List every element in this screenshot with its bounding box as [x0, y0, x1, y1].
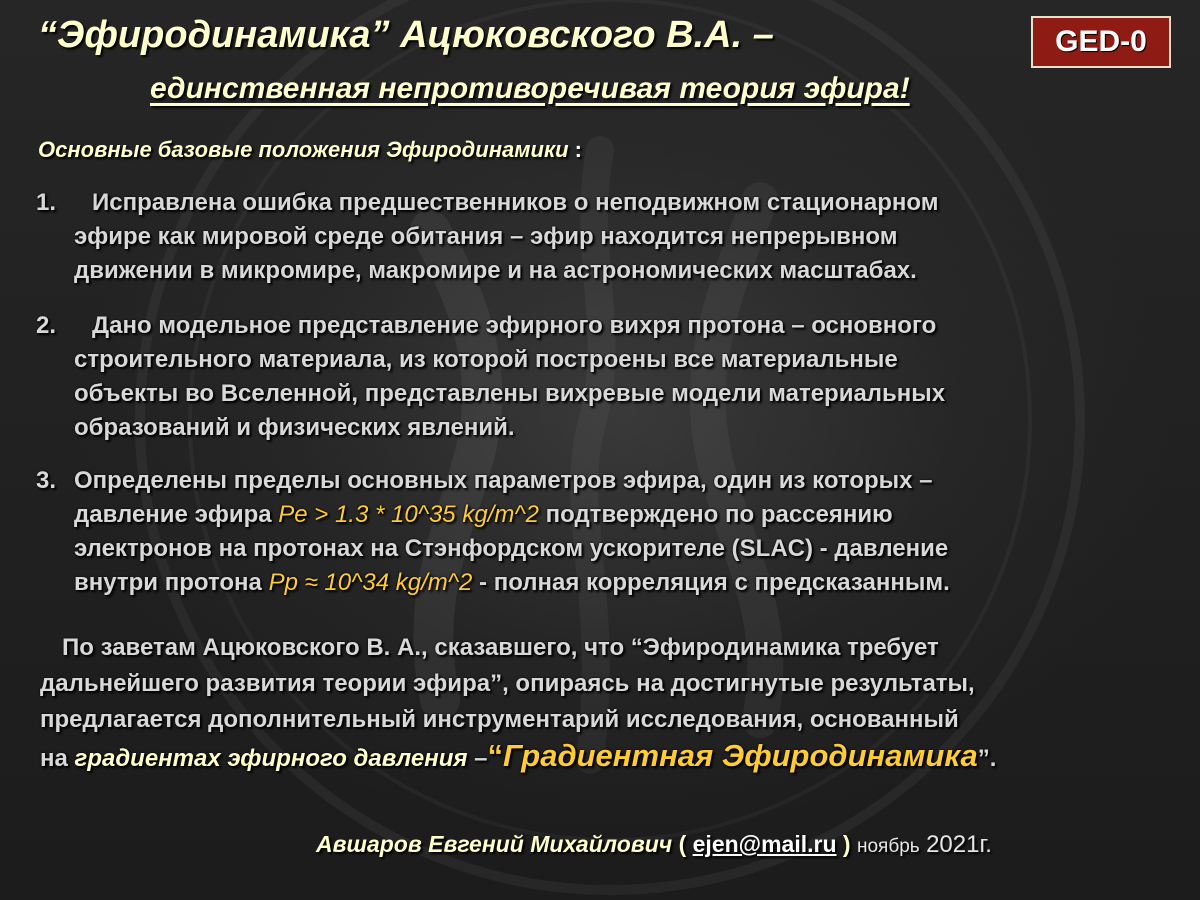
text-run: внутри протона [74, 569, 262, 596]
list-item-line: образований и физических явлений. [74, 414, 515, 441]
text-run: на [40, 745, 68, 772]
footer [316, 831, 992, 859]
slide-subtitle: единственная непротиворечивая теория эфира! [150, 72, 910, 105]
open-quote: “ [487, 738, 504, 773]
paragraph-line [40, 738, 1170, 777]
paragraph-line: предлагается дополнительный инструментарий исследования, основанный [40, 706, 959, 733]
text-run: – [474, 745, 488, 772]
list-item-number: 3. [36, 467, 57, 494]
proton-pressure-value: Pp ≈ 10^34 kg/m^2 [268, 569, 473, 596]
list-item-line [36, 498, 1156, 532]
text-run: давление эфира [74, 501, 272, 528]
list-item-number: 1. [36, 189, 57, 216]
ether-pressure-value: Pe > 1.3 * 10^35 kg/m^2 [278, 501, 539, 528]
date-year: 2021г. [926, 831, 992, 858]
emphasis-text: градиентах эфирного давления [74, 745, 468, 772]
list-item-line: Дано модельное представление эфирного вихря протона – основного [92, 312, 937, 339]
list-item-2 [36, 309, 1156, 445]
list-item-3 [36, 464, 1156, 600]
list-item-line: эфире как мировой среде обитания – эфир находится непрерывном [74, 223, 898, 250]
author-name: Авшаров Евгений Михайлович [316, 831, 673, 857]
paragraph-line: дальнейшего развития теории эфира”, опираясь на достигнутые результаты, [40, 670, 975, 697]
list-item-line: Определены пределы основных параметров эфира, один из которых – [74, 467, 933, 494]
section-heading-colon: : [574, 137, 582, 162]
paren-close: ) [842, 831, 851, 857]
section-heading [38, 137, 582, 163]
date-month: ноябрь [856, 836, 920, 857]
slide-title: “Эфиродинамика” Ацюковского В.А. – [38, 14, 774, 56]
list-item-line: электронов на протонах на Стэнфордском ускорителе (SLAC) - давление [74, 535, 949, 562]
list-item-line [36, 566, 1156, 600]
paren-open: ( [678, 831, 687, 857]
list-item-1 [36, 186, 1156, 288]
paragraph-line: По заветам Ацюковского В. А., сказавшего, что “Эфиродинамика требует [62, 634, 939, 661]
list-item-line: движении в микромире, макромире и на астрономических масштабах. [74, 257, 917, 284]
slide-badge: GED-0 [1031, 16, 1171, 68]
text-run: - полная корреляция с предсказанным. [479, 569, 950, 596]
list-item-line: строительного материала, из которой построены все материальные [74, 346, 898, 373]
list-item-line: объекты во Вселенной, представлены вихревые модели материальных [74, 380, 946, 407]
author-email-link[interactable]: ejen@mail.ru [692, 831, 837, 857]
list-item-line: Исправлена ошибка предшественников о неподвижном стационарном [92, 189, 939, 216]
text-run: подтверждено по рассеянию [545, 501, 893, 528]
highlight-term: Градиентная Эфиродинамика [503, 738, 978, 773]
close-quote: ”. [977, 745, 997, 772]
list-item-number: 2. [36, 312, 57, 339]
closing-paragraph [40, 630, 1170, 777]
section-heading-text: Основные базовые положения Эфиродинамики [38, 137, 569, 162]
